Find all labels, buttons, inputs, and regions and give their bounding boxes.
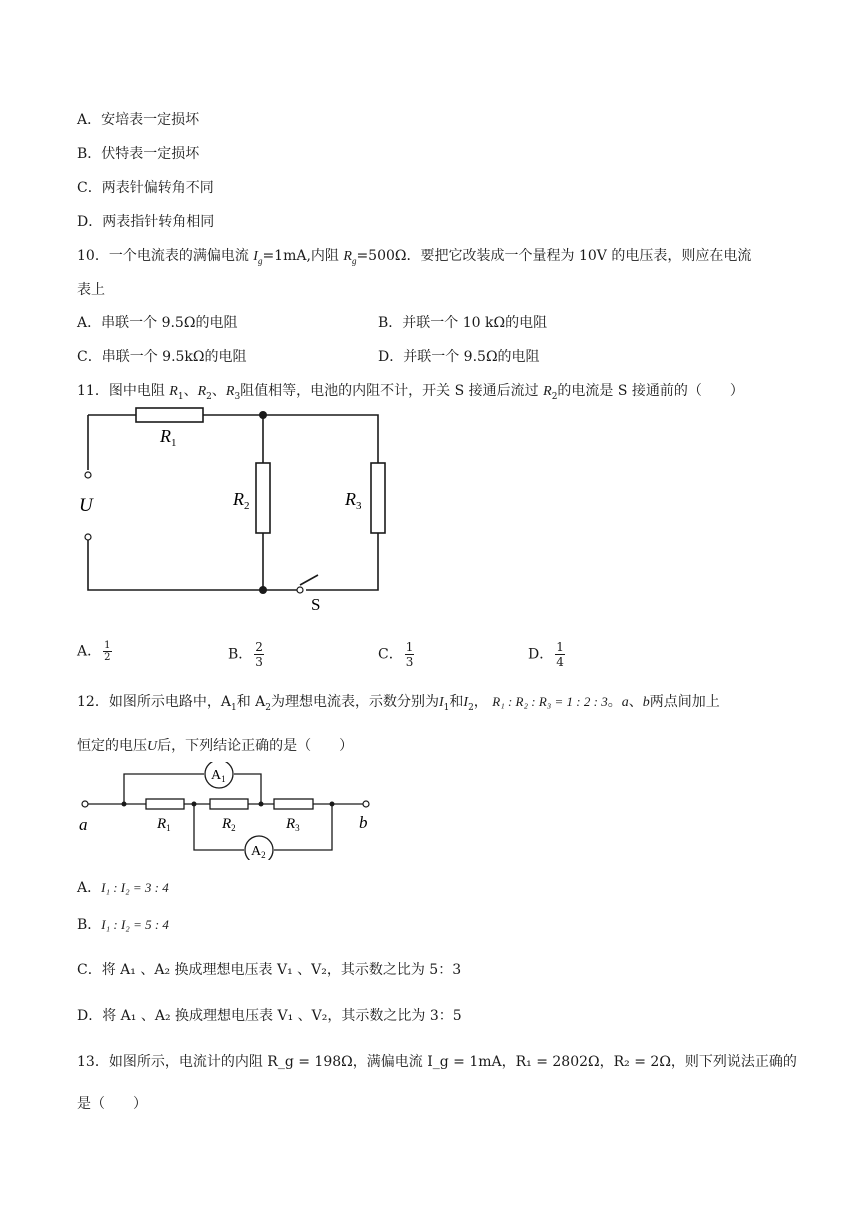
q11-circuit-diagram (78, 405, 398, 615)
label-r3: $R_3$ (345, 489, 362, 512)
junction-dot (259, 411, 267, 419)
label-a: a (79, 815, 88, 834)
q10-option-c: C．串联一个 9.5kΩ的电阻 (77, 349, 247, 365)
q10-stem: 10．一个电流表的满偏电流 $I_g=1mA$,内阻 $R_g=500\Omega$．要把它改装成一个量程为 10V 的电压表，则应在电流 (77, 248, 752, 266)
q11-option-b: B． $\frac{2}{3}$ (228, 640, 263, 669)
q9-option-d: D．两表指针转角相同 (77, 214, 215, 230)
label-r1: $R_1$ (160, 426, 177, 449)
junction-dot (259, 586, 267, 594)
terminal-a (82, 801, 88, 807)
q9-option-a: A．安培表一定损坏 (77, 112, 200, 128)
q12-circuit-diagram (76, 762, 376, 860)
q12-option-b: B．I₁ : I₂ = 5 : 4 (77, 917, 169, 933)
q11-option-c: C． $\frac{1}{3}$ (378, 640, 414, 669)
terminal (85, 534, 91, 540)
terminal-b (363, 801, 369, 807)
q12-stem-line2: 恒定的电压U后，下列结论正确的是（ ） (77, 738, 354, 754)
q10-option-a: A．串联一个 9.5Ω的电阻 (77, 315, 238, 331)
switch-pivot (297, 587, 303, 593)
q12-option-a: A．I₁ : I₂ = 3 : 4 (77, 880, 169, 896)
q11-stem: 11．图中电阻 $R_1$、$R_2$、$R_3$阻值相等，电池的内阻不计，开关 S 接通后流过 $R_2$的电流是 S 接通前的（ ） (77, 383, 744, 402)
label-r1: $R_1$ (157, 816, 171, 833)
q9-option-c: C．两表针偏转角不同 (77, 180, 214, 196)
q12-option-d: D．将 A₁ 、A₂ 换成理想电压表 V₁ 、V₂，其示数之比为 3：5 (77, 1008, 462, 1024)
label-a1: $A_1$ (211, 768, 226, 784)
q12-stem: 12．如图所示电路中，$A_1$和 $A_2$为理想电流表，示数分别为$I_1$和$I_2$， R₁ : R₂ : R₃ = 1 : 2 : 3。a、b两点间加上 (77, 694, 720, 713)
q9-option-b: B．伏特表一定损坏 (77, 146, 200, 162)
q13-stem: 13．如图所示，电流计的内阻 R_g = 198Ω，满偏电流 I_g = 1mA，R₁ = 2802Ω，R₂ = 2Ω，则下列说法正确的 (77, 1054, 797, 1070)
q10-option-b: B．并联一个 10 kΩ的电阻 (378, 315, 548, 331)
label-r2: $R_2$ (222, 816, 236, 833)
q11-option-d: D． $\frac{1}{4}$ (528, 640, 564, 669)
terminal (85, 472, 91, 478)
label-r2: $R_2$ (233, 489, 250, 512)
label-b: b (359, 813, 368, 832)
q10-option-d: D．并联一个 9.5Ω的电阻 (378, 349, 540, 365)
q11-option-a: A． $\frac{1}{2}$ (77, 640, 111, 663)
label-r3: $R_3$ (286, 816, 300, 833)
q10-stem-line2: 表上 (77, 282, 105, 298)
q13-stem-line2: 是（ ） (77, 1096, 147, 1112)
q12-option-c: C．将 A₁ 、A₂ 换成理想电压表 V₁ 、V₂，其示数之比为 5：3 (77, 962, 462, 978)
label-s: S (311, 595, 321, 614)
label-u: U (79, 495, 93, 516)
label-a2: $A_2$ (251, 844, 266, 860)
